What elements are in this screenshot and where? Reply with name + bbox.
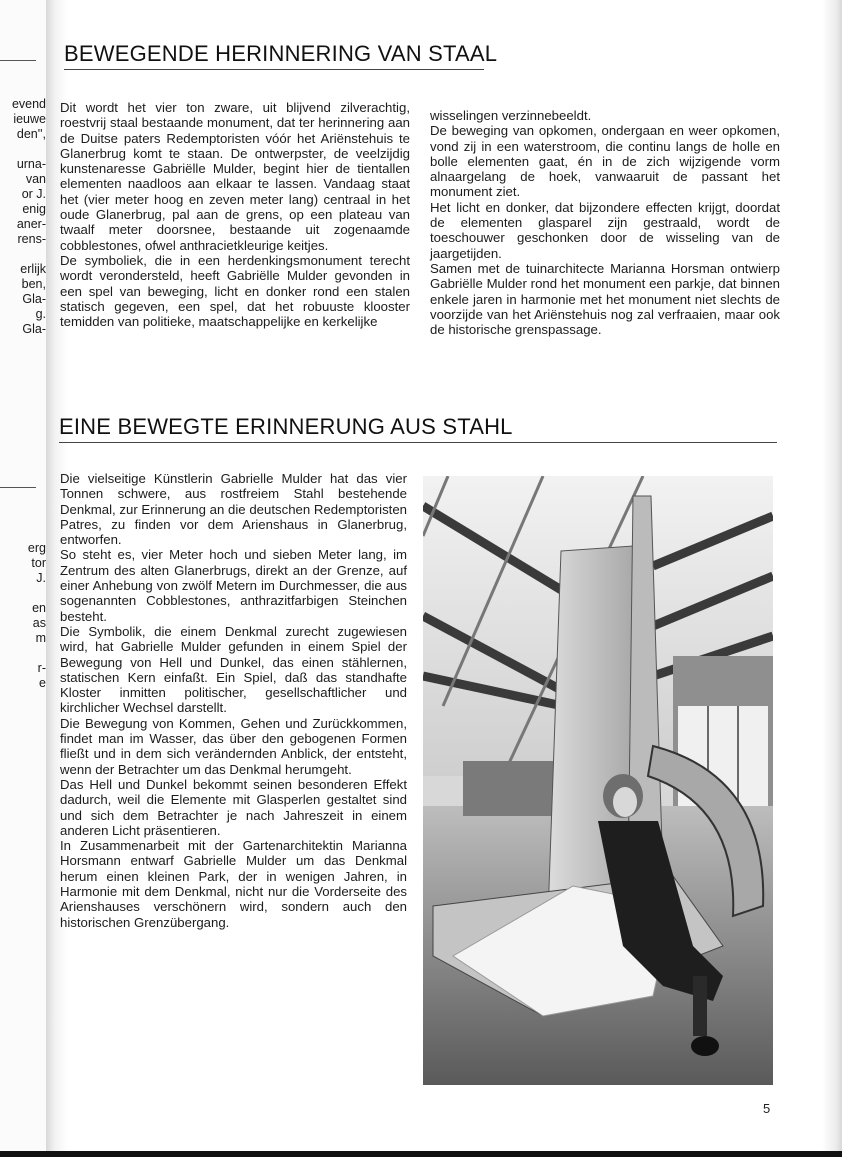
previous-page-line: den'', xyxy=(16,127,46,141)
woman-shoe xyxy=(691,1036,719,1056)
previous-page-line: r- xyxy=(37,661,46,675)
photo-illustration xyxy=(423,476,773,1085)
scan-bottom-edge xyxy=(0,1151,842,1157)
previous-page-line: ben, xyxy=(21,277,46,291)
previous-page-line: rens- xyxy=(17,232,46,246)
paragraph: Dit wordt het vier ton zware, uit blijvend zilverachtig, roestvrij staal bestaande monument, dat ter herinnering aan de Duitse paters Redemptoristen vóór het Ariënstehuis te Glanerbrug komt te staan. De ontwerpster, de veelzijdig kunstenaresse Gabriëlle Mulder, begint hier de tientallen elementen naadloos aan elkaar te lassen. Vandaag staat het (vier meter hoog en zeven meter lang) centraal in het oude Glanerbrug, pal aan de grens, op een plateau van twaalf meter doorsnee, bestaande uit zogenaamde cobblestones, ofwel anthracietkleurige keitjes. xyxy=(60,100,410,253)
previous-page-line xyxy=(28,646,46,661)
previous-page-line: as xyxy=(32,616,46,630)
previous-page-line: Gla- xyxy=(22,292,46,306)
previous-page-line: en xyxy=(32,601,46,615)
previous-page-line: e xyxy=(39,676,46,690)
sculptor-photo xyxy=(423,476,773,1085)
paragraph: De beweging van opkomen, ondergaan en weer opkomen, vond zij in een waterstroom, die continu langs de holle en bolle elementen gaat, én in de zich wijzigende vorm alnaargelang de hoek, vanwaaruit de passant het monument ziet. xyxy=(430,123,780,200)
previous-page-line: evend xyxy=(11,97,46,111)
heading-german: EINE BEWEGTE ERINNERUNG AUS STAHL xyxy=(59,414,777,443)
previous-page-rule-top xyxy=(0,60,36,61)
previous-page-line: erg xyxy=(27,541,46,555)
previous-page-line: ieuwe xyxy=(13,112,46,126)
previous-page-text-bottom xyxy=(28,541,46,691)
previous-page-line: erlijk xyxy=(20,262,46,276)
paragraph: In Zusammenarbeit mit der Gartenarchitektin Marianna Horsmann entwarf Gabrielle Mulder um das Denkmal herum einen kleinen Park, der in wenigen Jahren, in Harmonie mit dem Denkmal, nicht nur die Vorderseite des Arienshauses verschönern wird, sondern auch den historischen Grenzübergang. xyxy=(60,838,407,930)
previous-page-line xyxy=(12,142,46,157)
paragraph: wisselingen verzinnebeeldt. xyxy=(430,108,592,123)
previous-page-text-top xyxy=(12,97,46,337)
previous-page-line: or J. xyxy=(21,187,46,201)
paragraph: Samen met de tuinarchitecte Marianna Horsman ontwierp Gabriëlle Mulder rond het monument een parkje, dat binnen enkele jaren in harmonie met het monument niet slechts de voorzijde van het Ariënstehuis nog zal verfraaien, maar ook de historische grenspassage. xyxy=(430,260,780,338)
paragraph: Die Symbolik, die einem Denkmal zurecht zugewiesen wird, hat Gabrielle Mulder gefunden in einem Spiel der Bewegung von Hell und Dunkel, das einen stählernen, statischen Kern einfaßt. Ein Spiel, daß das standhafte Kloster inmitten politischer, gesellschaftlicher und kirchlicher Wechsel darstellt. xyxy=(60,623,407,716)
dutch-right-column xyxy=(430,108,780,337)
previous-page-line: m xyxy=(35,631,46,645)
paragraph: De symboliek, die in een herdenkingsmonument terecht wordt verondersteld, heeft Gabriëlle Mulder gevonden in een spel van beweging, licht en donker rond een stalen statisch gegeven, een spel, dat het robuuste klooster temidden van politieke, maatschappelijke en kerkelijke xyxy=(60,252,410,330)
previous-page-rule-bottom xyxy=(0,487,36,488)
page-number: 5 xyxy=(763,1101,771,1116)
dutch-left-column xyxy=(60,100,410,329)
german-column xyxy=(60,471,407,930)
shelving xyxy=(463,761,553,816)
paragraph: So steht es, vier Meter hoch und sieben Meter lang, im Zentrum des alten Glanerbrugs, direkt an der Grenze, auf einer Anhebung von zwölf Metern im Durchmesser, die aus sogenannten Cobblestones, anthrazitfarbigen Steinchen besteht. xyxy=(60,547,407,624)
paragraph: Das Hell und Dunkel bekommt seinen besonderen Effekt dadurch, weil die Elemente mit Glasperlen gestaltet sind und sich dem Betrachter je nach Jahreszeit in einem anderen Licht präsentieren. xyxy=(60,776,407,838)
paragraph: Het licht en donker, dat bijzondere effecten krijgt, doordat de elementen glasparel zijn gestraald, wordt de toeschouwer geschonken door de wisseling van de jaargetijden. xyxy=(430,199,780,261)
previous-page-line: Gla- xyxy=(22,322,46,336)
previous-page-line xyxy=(12,247,46,262)
woman-face xyxy=(613,787,637,817)
page-edge-shadow xyxy=(822,0,842,1157)
heading-dutch: BEWEGENDE HERINNERING VAN STAAL xyxy=(64,41,484,70)
previous-page-line: enig xyxy=(22,202,46,216)
previous-page-line: aner- xyxy=(16,217,46,231)
previous-page-margin xyxy=(0,0,48,1157)
paragraph: Die Bewegung von Kommen, Gehen und Zurückkommen, findet man im Wasser, das über den gebogenen Formen fließt und in dem sich verändernden Anblick, der entsteht, wenn der Betrachter um das Denkmal herumgeht. xyxy=(60,715,407,777)
previous-page-line: g. xyxy=(35,307,46,321)
previous-page-line: tor xyxy=(31,556,46,570)
previous-page-line: J. xyxy=(36,571,46,585)
previous-page-line: urna- xyxy=(16,157,46,171)
previous-page-line xyxy=(28,586,46,601)
woman-legs xyxy=(693,976,707,1036)
previous-page-line: van xyxy=(25,172,46,186)
paragraph: Die vielseitige Künstlerin Gabrielle Mulder hat das vier Tonnen schwere, aus rostfreiem Stahl bestehende Denkmal, zur Erinnerung an die deutschen Redemptoristen Patres, zu finden vor dem Arienshaus in Glanerbrug, entworfen. xyxy=(60,471,407,548)
